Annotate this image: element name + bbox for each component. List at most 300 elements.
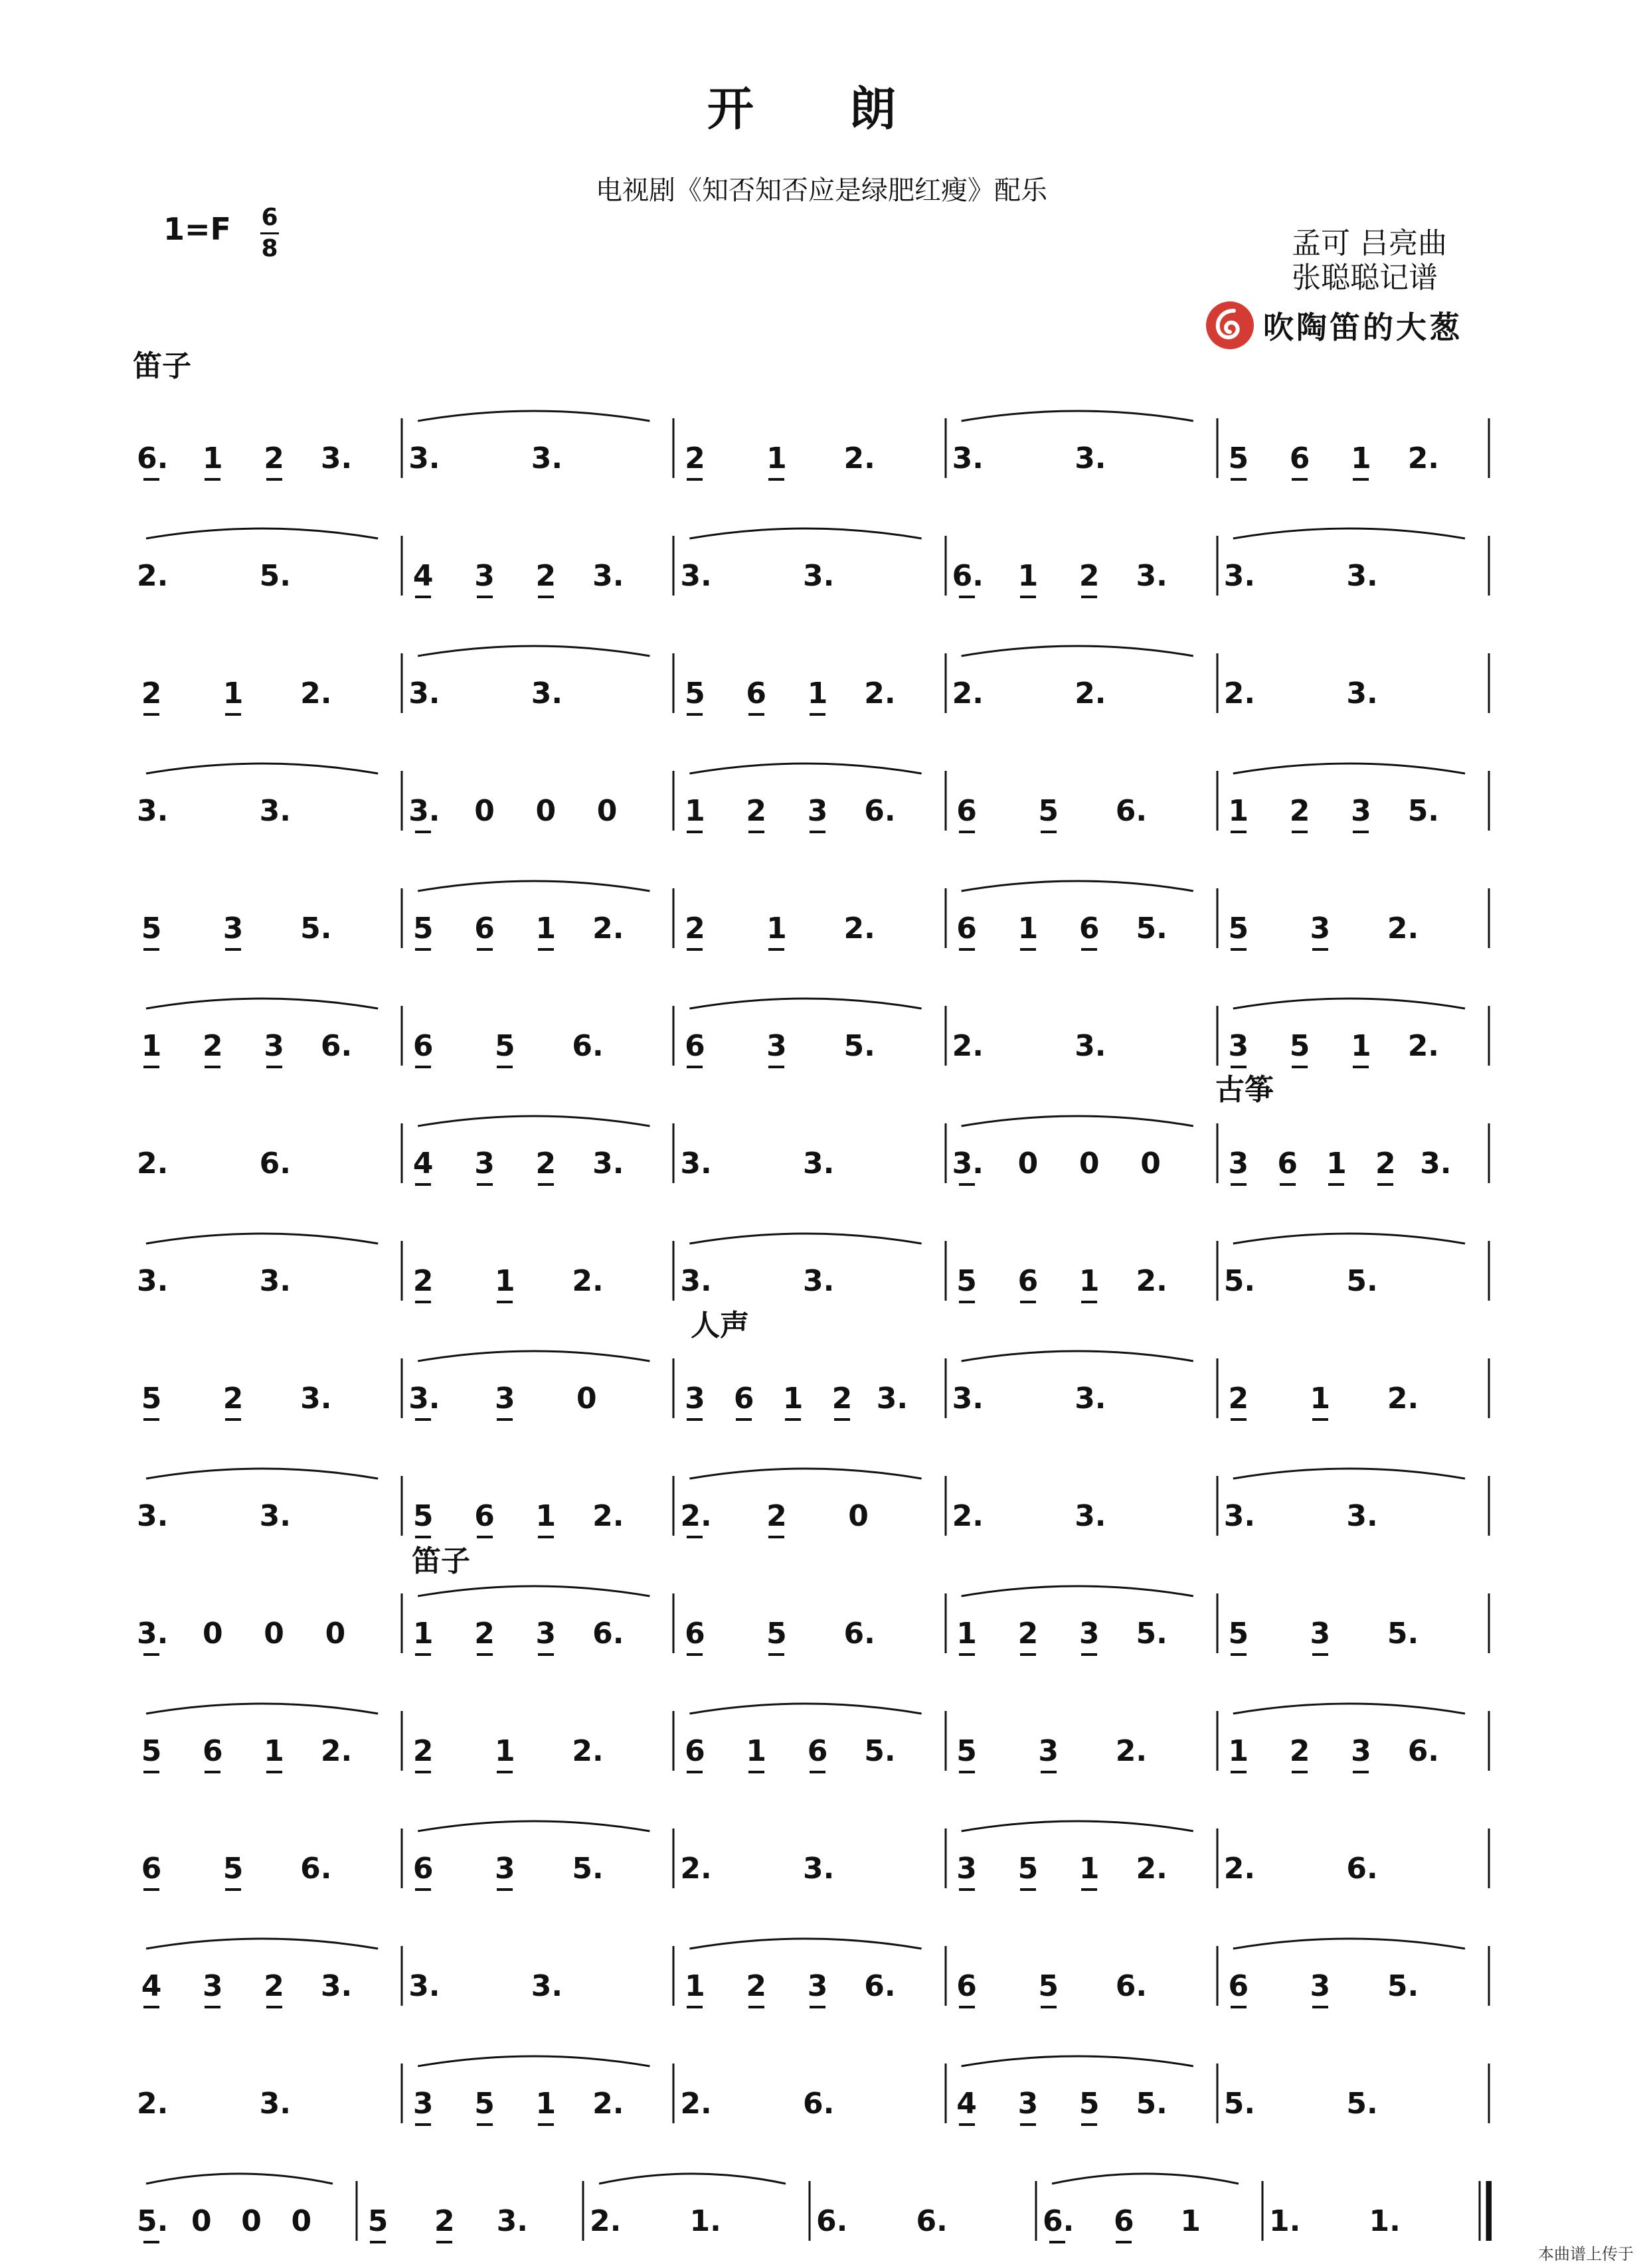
note: 2. [1136, 1264, 1167, 1298]
note: 1 [762, 912, 791, 945]
note: 1 [531, 2087, 561, 2121]
note: 2. [1075, 677, 1106, 710]
time-signature [260, 204, 279, 262]
note: 6 [1273, 1147, 1302, 1180]
underline [1081, 1301, 1097, 1303]
note: 3. [1075, 1029, 1106, 1063]
underline [415, 1771, 431, 1773]
slur [962, 881, 1193, 891]
note: 3. [1075, 442, 1106, 475]
note: 3. [408, 1382, 438, 1416]
slur [146, 2174, 333, 2184]
note: 3 [1075, 1617, 1104, 1651]
underline [687, 1653, 703, 1656]
note: 5 [1013, 1852, 1043, 1886]
underline [768, 478, 784, 481]
underline [143, 2006, 159, 2008]
note: 2 [762, 1500, 791, 1533]
underline [1353, 478, 1369, 481]
note: 1 [680, 795, 709, 828]
note: 0 [576, 1382, 597, 1416]
underline [415, 1418, 431, 1421]
note: 2. [1407, 1029, 1440, 1063]
underline [1081, 1888, 1097, 1891]
underline [415, 1888, 431, 1891]
subtitle: 电视剧《知否知否应是绿肥红瘦》配乐 [596, 175, 1047, 206]
note: 3. [803, 559, 835, 593]
note: 3. [300, 1382, 332, 1416]
note: 5. [1223, 2087, 1256, 2121]
note: 3 [803, 795, 832, 828]
underline [538, 2123, 554, 2126]
slur [689, 764, 921, 773]
note: 5 [1224, 912, 1253, 945]
note: 3. [320, 442, 353, 475]
note: 3. [531, 677, 563, 710]
slur [962, 1351, 1193, 1361]
slur [418, 2056, 649, 2066]
underline [477, 596, 493, 598]
underline [1312, 948, 1328, 951]
note: 2 [1075, 560, 1104, 593]
note: 3. [408, 1969, 440, 2003]
note: 5 [137, 1735, 166, 1768]
brand-watermark [1203, 295, 1462, 355]
note: 3. [531, 1969, 563, 2003]
underline [225, 1418, 241, 1421]
underline [687, 1418, 703, 1421]
note: 2 [531, 560, 561, 593]
note: 2. [952, 1029, 984, 1063]
note: 3. [952, 442, 984, 475]
instrument-label-guzheng: 古筝 [1215, 1073, 1274, 1107]
underline [1328, 1183, 1344, 1186]
slur [418, 1586, 649, 1596]
slur [962, 1586, 1193, 1596]
note: 2. [952, 1499, 984, 1533]
note: 2. [137, 559, 169, 593]
score-row [133, 405, 1492, 478]
note: 6 [470, 912, 499, 945]
note: 3. [680, 1147, 712, 1180]
note: 2. [572, 1264, 604, 1298]
note: 2. [1387, 912, 1419, 945]
underline [1020, 1888, 1036, 1891]
note: 3. [1075, 1382, 1106, 1416]
underline [415, 2123, 431, 2126]
note: 5 [762, 1617, 791, 1651]
note: 3. [803, 1852, 835, 1886]
note: 6 [729, 1382, 758, 1416]
slur [146, 1939, 378, 1949]
underline [143, 1771, 159, 1773]
underline [538, 1183, 554, 1186]
note: 5. [1223, 1264, 1256, 1298]
note: 3 [260, 1030, 289, 1063]
slur [689, 1469, 921, 1479]
instrument-label-dizi-2: 笛子 [412, 1544, 470, 1578]
slur [1233, 1234, 1465, 1244]
note: 5. [1136, 912, 1167, 945]
underline [415, 948, 431, 951]
note: 2. [1387, 1382, 1419, 1416]
instrument-label-dizi: 笛子 [133, 349, 191, 383]
slur [599, 2174, 786, 2184]
slur [962, 646, 1193, 656]
note: 3. [259, 794, 291, 828]
note: 3 [1224, 1030, 1253, 1063]
note: 1 [218, 677, 248, 710]
transcriber-credit: 张聪聪记谱 [1292, 261, 1438, 295]
note: 1 [490, 1265, 519, 1298]
note: 1 [1306, 1382, 1335, 1416]
slur [962, 411, 1193, 421]
underline [1312, 1418, 1328, 1421]
note: 1 [137, 1030, 166, 1063]
note: 6 [952, 912, 982, 945]
note: 6 [680, 1617, 709, 1651]
note: 5. [259, 559, 291, 593]
underline [1081, 596, 1097, 598]
note: 3 [490, 1382, 519, 1416]
slur [1233, 1469, 1465, 1479]
note: 6. [572, 1029, 604, 1063]
slur [146, 999, 378, 1009]
note: 3. [1346, 1499, 1378, 1533]
underline [1020, 2123, 1036, 2126]
footer-note: 本曲谱上传于 [1538, 2245, 1634, 2263]
underline [810, 831, 825, 833]
underline [538, 1653, 554, 1656]
note: 1 [1013, 912, 1043, 945]
note: 5 [218, 1852, 248, 1886]
note: 3 [1346, 795, 1375, 828]
note: 2 [1013, 1617, 1043, 1651]
note: 6 [137, 1852, 166, 1886]
note: 1 [680, 1970, 709, 2003]
underline [1081, 948, 1097, 951]
note: 5 [1224, 442, 1253, 475]
note: 1 [952, 1617, 982, 1651]
note: 5 [408, 912, 438, 945]
note: 2. [590, 2204, 622, 2238]
note: 3. [803, 1147, 835, 1180]
slur [689, 528, 921, 538]
slur [1233, 999, 1465, 1009]
underline [538, 948, 554, 951]
underline [415, 1536, 431, 1538]
underline [538, 1536, 554, 1538]
note: 5 [680, 677, 709, 710]
note: 2. [680, 1852, 712, 1886]
underline [1292, 1771, 1308, 1773]
time-numerator: 6 [261, 204, 278, 231]
note: 3 [1013, 2087, 1043, 2121]
underline [497, 1771, 513, 1773]
note: 5. [1136, 1617, 1167, 1651]
note: 2. [843, 912, 875, 945]
note: 6. [916, 2204, 948, 2238]
note: 3 [1306, 912, 1335, 945]
slur [1233, 764, 1465, 773]
barlines [133, 875, 1492, 948]
note: 5. [864, 1734, 896, 1768]
note: 3. [259, 2087, 291, 2121]
note: 2 [531, 1147, 561, 1180]
underline [477, 2123, 493, 2126]
underline [959, 1771, 975, 1773]
underline [810, 713, 825, 716]
note: 2 [137, 677, 166, 710]
underline [477, 948, 493, 951]
score-row [133, 993, 1492, 1066]
note: 2. [137, 2087, 169, 2121]
note: 1 [260, 1735, 289, 1768]
underline [1231, 2006, 1247, 2008]
note: 3 [531, 1617, 561, 1651]
note: 5. [1387, 1617, 1419, 1651]
underline [1231, 1653, 1247, 1656]
note: 5 [408, 1500, 438, 1533]
note: 1 [531, 1500, 561, 1533]
note: 3. [1223, 559, 1256, 593]
underline [497, 1888, 513, 1891]
note: 3 [680, 1382, 709, 1416]
note: 3. [408, 442, 440, 475]
score-row [133, 1580, 1492, 1653]
note: 6 [680, 1030, 709, 1063]
underline [538, 596, 554, 598]
underline [1292, 478, 1308, 481]
note: 2. [952, 677, 984, 710]
note: 6. [1115, 1969, 1148, 2003]
note: 6. [843, 1617, 875, 1651]
underline [1353, 1771, 1369, 1773]
time-fraction-bar [260, 232, 279, 234]
score-row [133, 2168, 1492, 2241]
slur [689, 999, 921, 1009]
note: 2. [1115, 1734, 1148, 1768]
underline [959, 1183, 975, 1186]
note: 3. [259, 1264, 291, 1298]
note: 2 [680, 442, 709, 475]
underline [143, 948, 159, 951]
underline [415, 831, 431, 833]
underline [687, 713, 703, 716]
note: 3. [952, 1382, 984, 1416]
note: 6 [952, 1970, 982, 2003]
note: 3. [137, 1617, 166, 1651]
note: 3. [137, 1499, 169, 1533]
underline [205, 1771, 220, 1773]
underline [143, 1418, 159, 1421]
slur [146, 528, 378, 538]
note: 5. [1407, 794, 1440, 828]
note: 2 [1371, 1147, 1400, 1180]
underline [785, 1418, 801, 1421]
score-row [133, 1463, 1492, 1536]
underline [959, 831, 975, 833]
note: 0 [291, 2204, 312, 2238]
underline [1020, 948, 1036, 951]
note: 2. [300, 677, 332, 710]
note: 6 [1109, 2205, 1138, 2238]
slur [1233, 528, 1465, 538]
underline [143, 1653, 159, 1656]
underline [748, 831, 764, 833]
slur [418, 881, 649, 891]
note: 1 [1346, 1030, 1375, 1063]
underline [687, 478, 703, 481]
underline [1377, 1183, 1393, 1186]
score-row [133, 640, 1492, 713]
underline [415, 1653, 431, 1656]
underline [1231, 831, 1247, 833]
underline [1231, 1418, 1247, 1421]
note: 6 [952, 795, 982, 828]
underline [1231, 1066, 1247, 1068]
note: 4 [137, 1970, 166, 2003]
note: 1 [490, 1735, 519, 1768]
underline [497, 1066, 513, 1068]
slur [689, 1234, 921, 1244]
note: 6 [408, 1030, 438, 1063]
note: 2 [198, 1030, 227, 1063]
slur [962, 2056, 1193, 2066]
note: 6 [1013, 1265, 1043, 1298]
note: 1. [1369, 2204, 1401, 2238]
underline [477, 1653, 493, 1656]
underline [266, 1771, 282, 1773]
slur [146, 1234, 378, 1244]
score-row [133, 875, 1492, 948]
underline [225, 713, 241, 716]
underline [143, 478, 159, 481]
note: 3. [408, 795, 438, 828]
note: 3. [680, 1264, 712, 1298]
underline [768, 948, 784, 951]
note: 0 [1079, 1147, 1100, 1180]
note: 2. [1223, 1852, 1256, 1886]
underline [205, 2006, 220, 2008]
note: 6. [816, 2204, 848, 2238]
note: 2 [430, 2205, 459, 2238]
note: 4 [408, 560, 438, 593]
note: 2 [1285, 795, 1314, 828]
slur [1233, 1939, 1465, 1949]
underline [1081, 1653, 1097, 1656]
note: 1 [1346, 442, 1375, 475]
note: 3. [952, 1147, 982, 1180]
note: 5. [1346, 1264, 1378, 1298]
underline [415, 596, 431, 598]
note: 5 [1224, 1617, 1253, 1651]
underline [143, 1888, 159, 1891]
brand-text: 吹陶笛的大葱 [1263, 309, 1462, 345]
underline [1081, 2123, 1097, 2126]
underline [768, 1536, 784, 1538]
slur [418, 1821, 649, 1831]
underline [1020, 1653, 1036, 1656]
slur [689, 1704, 921, 1714]
note: 1 [742, 1735, 771, 1768]
underline [1231, 1771, 1247, 1773]
underline [415, 1301, 431, 1303]
note: 5 [363, 2205, 392, 2238]
note: 3 [1034, 1735, 1063, 1768]
note: 0 [264, 1617, 284, 1651]
note: 2. [1136, 1852, 1167, 1886]
note: 0 [191, 2204, 212, 2238]
note: 2 [680, 912, 709, 945]
note: 3 [952, 1852, 982, 1886]
note: 2 [408, 1735, 438, 1768]
underline [205, 478, 220, 481]
note: 5 [952, 1735, 982, 1768]
note: 0 [596, 794, 618, 828]
score-row [133, 1698, 1492, 1771]
note: 3. [496, 2204, 528, 2238]
note: 3. [320, 1969, 353, 2003]
note: 2 [1285, 1735, 1314, 1768]
note: 1 [1075, 1265, 1104, 1298]
underline [205, 1066, 220, 1068]
note: 5 [1285, 1030, 1314, 1063]
note: 1 [1224, 795, 1253, 828]
underline [1041, 831, 1057, 833]
note: 3. [680, 559, 712, 593]
underline [266, 1066, 282, 1068]
note: 2. [680, 1500, 709, 1533]
note: 5 [952, 1265, 982, 1298]
note: 6 [1224, 1970, 1253, 2003]
note: 6 [470, 1500, 499, 1533]
note: 2. [864, 677, 896, 710]
note: 6 [408, 1852, 438, 1886]
underline [1231, 1183, 1247, 1186]
note: 1 [1224, 1735, 1253, 1768]
note: 1 [198, 442, 227, 475]
note: 2. [680, 2087, 712, 2121]
note: 1 [531, 912, 561, 945]
underline [959, 948, 975, 951]
note: 5 [1034, 1970, 1063, 2003]
note: 2 [470, 1617, 499, 1651]
note: 6. [864, 1969, 896, 2003]
underline [415, 1066, 431, 1068]
underline [266, 478, 282, 481]
note: 3. [259, 1499, 291, 1533]
note: 3. [1075, 1499, 1106, 1533]
underline [834, 1418, 850, 1421]
note: 3. [1223, 1499, 1256, 1533]
note: 3 [218, 912, 248, 945]
score-row [133, 1228, 1492, 1301]
note: 4 [408, 1147, 438, 1180]
note: 6. [1407, 1734, 1440, 1768]
note: 5 [490, 1030, 519, 1063]
note: 3 [198, 1970, 227, 2003]
note: 3 [1306, 1970, 1335, 2003]
underline [959, 2123, 975, 2126]
slur [146, 1469, 378, 1479]
score-row [133, 1815, 1492, 1888]
note: 3. [408, 677, 440, 710]
note: 2 [742, 1970, 771, 2003]
note: 0 [1017, 1147, 1039, 1180]
note: 3. [1346, 559, 1378, 593]
note: 3 [762, 1030, 791, 1063]
